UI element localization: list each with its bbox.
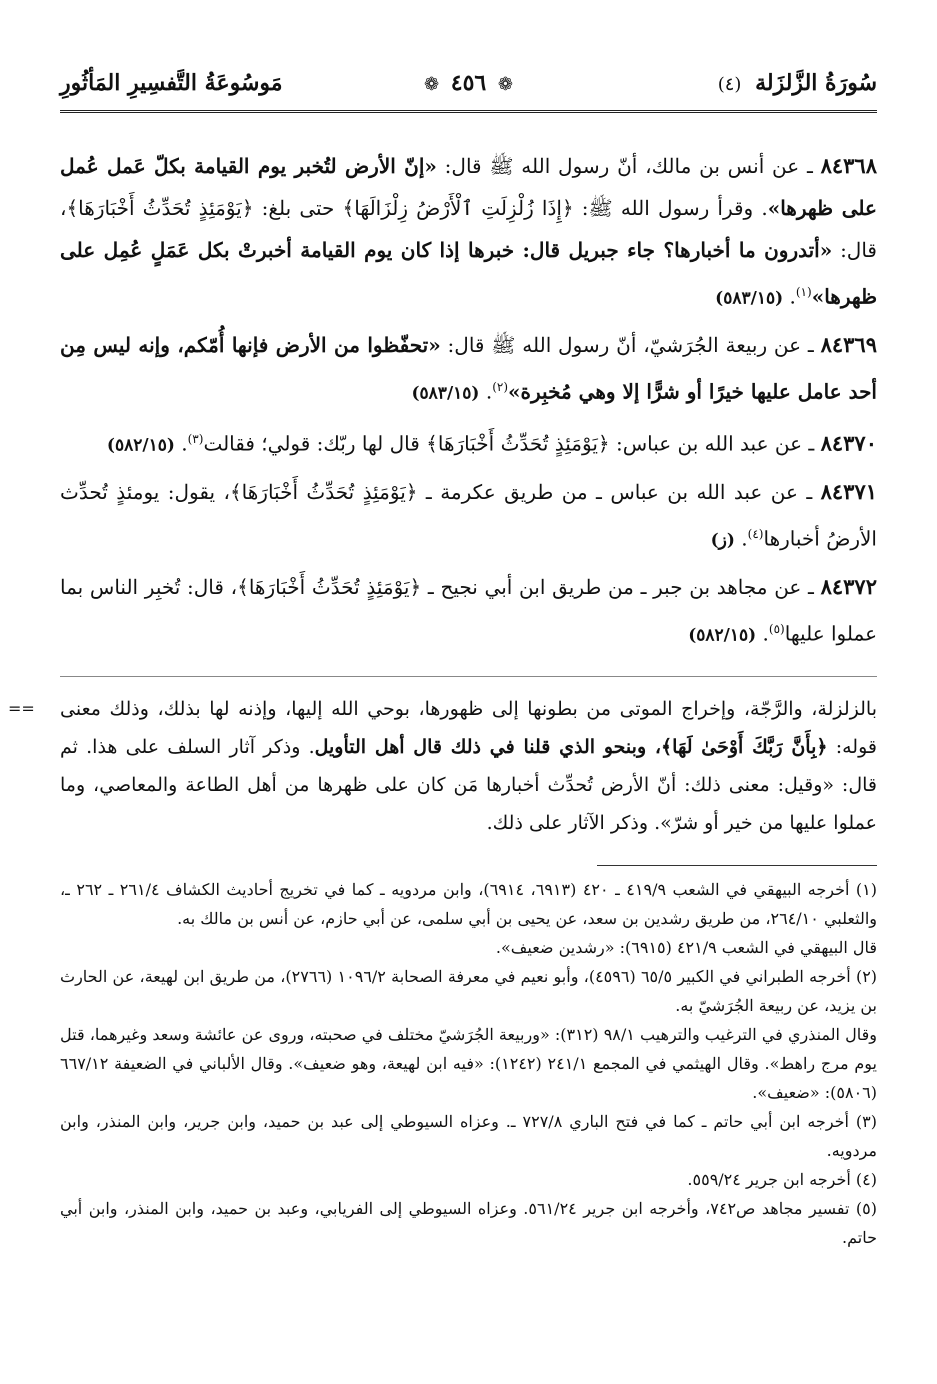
entry-text: ـ عن ربيعة الجُرَشيّ، أنّ رسول الله ﷺ قال: (440, 332, 821, 357)
page-number: ٤٥٦ (450, 70, 487, 96)
hadith-entries (60, 145, 877, 660)
footnote-marker: (٥) (768, 621, 785, 636)
footnote-marker: (٢) (492, 379, 509, 394)
footnote-marker: (١) (795, 285, 812, 299)
surah-name: سُورَةُ الزَّلزَلة (755, 70, 877, 96)
surah-number: (٤) (717, 74, 742, 95)
tafsir-segment: . وذكر آثار السلف على هذا. ثم قال: «وقيل: معنى ذلك: أنّ الأرض تُحدِّث أخبارها مَن كان على ظهرها من أهل الطاعة والمعاصي، وما عملوا عليها من خير أو شرّ». وذكر الآثار على ذلك. (60, 736, 877, 834)
footnote-marker: (٣) (187, 432, 204, 447)
hadith-entry (60, 324, 877, 415)
source-reference: (٥٨٢/١٥) (688, 625, 757, 646)
ornament-icon: ❁ (497, 74, 513, 95)
footnote: وقال المنذري في الترغيب والترهيب ٩٨/١ (٣١٢): «وربيعة الجُرَشيّ مختلف في صحبته، وروى عن عائشة وسعد وغيرهما، قتل يوم مرج راهط». وقال الهيثمي في المجمع ٢٤١/١ (١٢٤٢): «فيه ابن لهيعة، وهو ضعيف». وقال الألباني في الضعيفة ٦٦٧/١٢ (٥٨٠٦): «ضعيف». (60, 1025, 878, 1102)
tafsir-continuation (8, 690, 877, 842)
footnote: (٢) أخرجه الطبراني في الكبير ٦٥/٥ (٤٥٩٦)، وأبو نعيم في معرفة الصحابة ١٠٩٦/٢ (٢٧٦٦)، من طريق ابن لهيعة، عن الحارث بن يزيد، عن ربيعة الجُرَشيّ به. (60, 967, 878, 1015)
footnote: (١) أخرجه البيهقي في الشعب ٤١٩/٩ ـ ٤٢٠ (٦٩١٣، ٦٩١٤)، وابن مردويه ـ كما في تخريج أحاديث الكشاف ٢٦١/٤ ـ ٢٦٢ ـ، والثعلبي ٢٦٤/١٠، من طريق رشدين بن سعد، عن يحيى بن أبي سلمى، عن أبي حازم، عن أنس بن مالك به. (60, 880, 878, 928)
entry-text: ـ عن عبد الله بن عباس: ﴿يَوْمَئِذٍ تُحَدِّثُ أَخْبَارَهَا﴾ قال لها ربّك: قولي؛ فقالت (203, 431, 821, 456)
hadith-entry (60, 471, 877, 562)
footnote: (٥) تفسير مجاهد ص٧٤٢، وأخرجه ابن جرير ٥٦١/٢٤. وعزاه السيوطي إلى الفريابي، وعبد بن حميد، وابن المنذر، وابن أبي حاتم. (60, 1199, 877, 1247)
book-title: مَوسُوعَةُ التَّفسِيرِ المَأثُورِ (60, 70, 283, 96)
entry-text: ـ عن مجاهد بن جبر ـ من طريق ابن أبي نجيح ـ ﴿يَوْمَئِذٍ تُحَدِّثُ أَخْبَارَهَا﴾، قال: تُخبِر الناس بما عملوا عليها (60, 574, 877, 646)
entry-number: ٨٤٣٧١ (820, 478, 878, 504)
tafsir-segment: بالزلزلة، والرَّجّة، وإخراج الموتى من بطونها إلى ظهورها، بوحي الله إليها، وإذنه لها بذلك، وذلك معنى قوله: (60, 698, 877, 758)
footnote: (٣) أخرجه ابن أبي حاتم ـ كما في فتح الباري ٧٢٧/٨ ـ. وعزاه السيوطي إلى عبد بن حميد، وابن جرير، وابن المنذر، وابن مردويه. (60, 1112, 877, 1160)
source-reference: (٥٨٣/١٥) (715, 288, 784, 309)
entry-text: ـ عن عبد الله بن عباس ـ من طريق عكرمة ـ ﴿يَوْمَئِذٍ تُحَدِّثُ أَخْبَارَهَا﴾، يقول: يومئذٍ تُحدِّث الأرضُ أخبارها (60, 479, 877, 551)
header-rule (60, 110, 877, 113)
surah-title (718, 70, 877, 96)
entry-punct: . (783, 284, 796, 309)
hadith-entry (60, 145, 877, 320)
footnote-separator (597, 865, 877, 866)
entry-text: ـ عن أنس بن مالك، أنّ رسول الله ﷺ قال: (436, 154, 821, 178)
footnotes (60, 875, 877, 1252)
entry-punct: . (734, 526, 748, 551)
footnote: (٤) أخرجه ابن جرير ٥٥٩/٢٤. (687, 1170, 877, 1189)
entry-text: . وقرأ رسول الله ﷺ: ﴿إِذَا زُلْزِلَتِ ٱلْأَرْضُ زِلْزَالَهَا﴾ حتى بلغ: ﴿يَوْمَئِذٍ تُحَدِّثُ أَخْبَارَهَا﴾، قال: (60, 196, 877, 262)
tafsir-text (60, 698, 877, 834)
hadith-entry (60, 566, 877, 657)
page-header (60, 70, 877, 110)
hadith-entry (60, 418, 877, 467)
ornament-icon: ❁ (424, 74, 440, 95)
entry-text: «تحفّظوا من الأرض فإنها أُمّكم، وإنه ليس مِن أحد عامل عليها خيرًا أو شرًّا إلا وهي مُخبِرة» (60, 332, 877, 404)
entry-text: «إنّ الأرض لتُخبر يوم القيامة بكلّ عَمل عُمل على ظهرها» (60, 154, 877, 220)
entry-punct: . (756, 621, 769, 646)
footnote-marker: (٤) (747, 526, 764, 541)
entry-number: ٨٤٣٦٨ (820, 153, 877, 178)
entry-text: «أتدرون ما أخبارها؟ جاء جبريل قال: خبرها إذا كان يوم القيامة أخبرتْ بكل عَمَلٍ عُمِل على ظهرها» (60, 238, 877, 309)
main-separator (60, 676, 877, 677)
entry-number: ٨٤٣٦٩ (820, 331, 877, 357)
continuation-marker: == (8, 699, 35, 718)
entry-number: ٨٤٣٧٢ (820, 573, 877, 599)
page-number-block (420, 70, 517, 96)
source-reference: (٥٨٣/١٥) (411, 383, 480, 404)
entry-punct: . (174, 431, 188, 456)
tafsir-segment: ﴿بِأَنَّ رَبَّكَ أَوْحَىٰ لَهَا﴾، وبنحو الذي قلنا في ذلك قال أهل التأويل (314, 736, 828, 758)
source-reference: (ز) (710, 530, 735, 551)
entry-punct: . (479, 379, 493, 404)
source-reference: (٥٨٢/١٥) (106, 435, 175, 456)
entry-number: ٨٤٣٧٠ (820, 430, 877, 456)
footnote: قال البيهقي في الشعب ٤٢١/٩ (٦٩١٥): «رشدين ضعيف». (495, 938, 877, 957)
